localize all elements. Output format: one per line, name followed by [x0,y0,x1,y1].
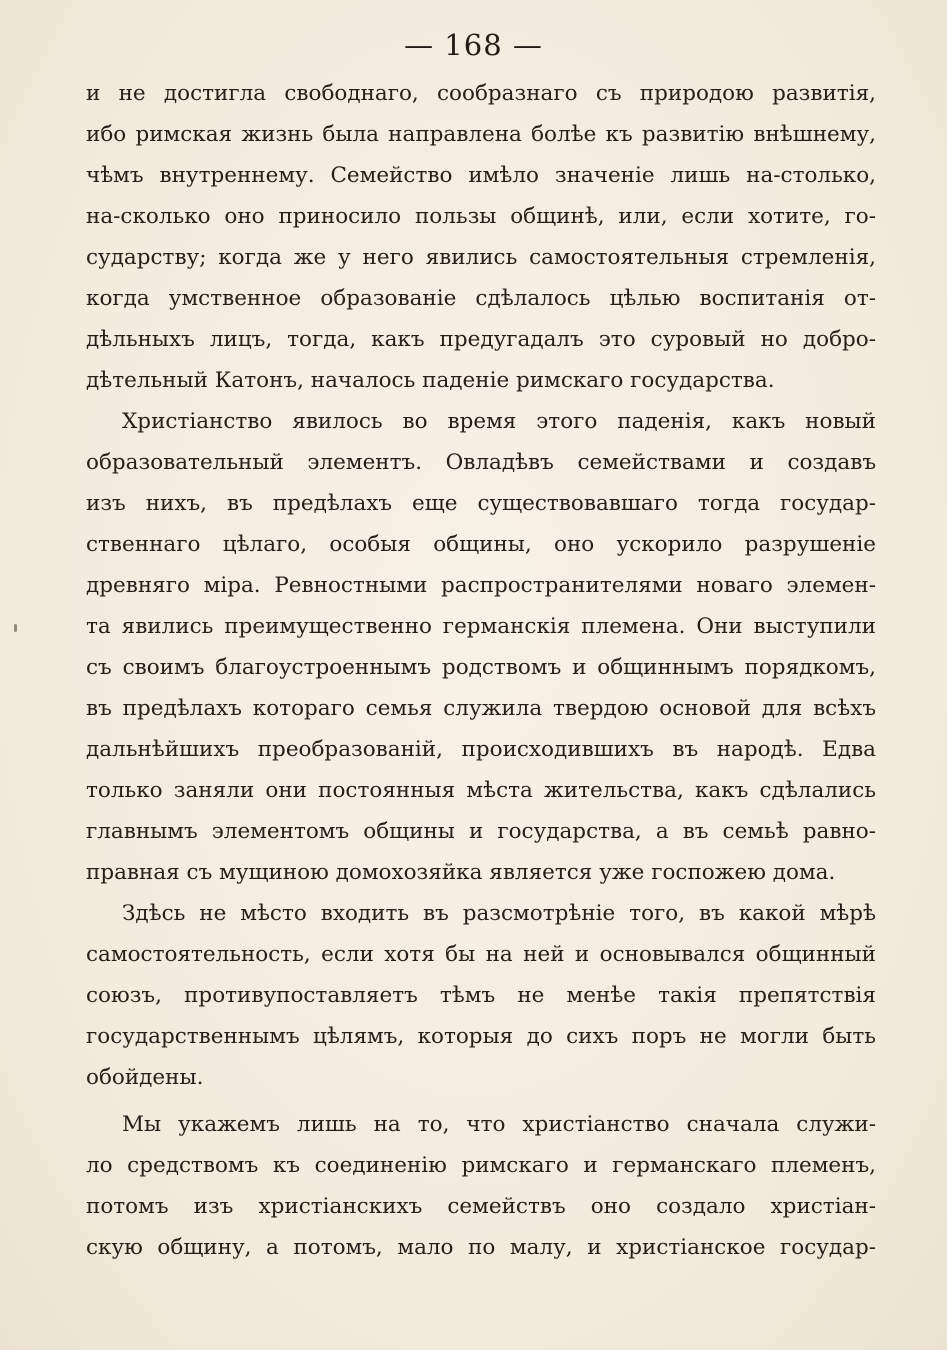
text-line: образовательный элементъ. Овладѣвъ семействами и создавъ [86,450,876,475]
paragraph-start-line: Здѣсь не мѣсто входить въ разсмотрѣніе того, въ какой мѣрѣ [122,901,876,926]
text-line: государственнымъ цѣлямъ, которыя до сихъ поръ не могли быть [86,1024,876,1049]
text-line: самостоятельность, если хотя бы на ней и основывался общинный [86,942,876,967]
text-line: главнымъ элементомъ общины и государства, а въ семьѣ равно- [86,819,876,844]
body-text [86,73,876,1268]
text-line: дальнѣйшихъ преобразованій, происходившихъ въ народѣ. Едва [86,737,876,762]
text-line: когда умственное образованіе сдѣлалось цѣлью воспитанія от- [86,286,876,311]
paragraph-start-line: Мы укажемъ лишь на то, что христіанство сначала служи- [122,1112,876,1137]
text-line: та явились преимущественно германскія племена. Они выступили [86,614,876,639]
text-line: дѣльныхъ лицъ, тогда, какъ предугадалъ это суровый но добро- [86,327,876,352]
text-line: скую общину, а потомъ, мало по малу, и христіанское государ- [86,1235,876,1260]
text-line: только заняли они постоянныя мѣста жительства, какъ сдѣлались [86,778,876,803]
paragraph-start-line: Христіанство явилось во время этого паденія, какъ новый [122,409,876,434]
text-line: сударству; когда же у него явились самостоятельныя стремленія, [86,245,876,270]
text-line: въ предѣлахъ котораго семья служила твердою основой для всѣхъ [86,696,876,721]
text-line: на-сколько оно приносило пользы общинѣ, или, если хотите, го- [86,204,876,229]
text-line: ло средствомъ къ соединенію римскаго и германскаго племенъ, [86,1153,876,1178]
text-line: правная съ мущиною домохозяйка является уже госпожею дома. [86,860,836,885]
text-line: чѣмъ внутреннему. Семейство имѣло значеніе лишь на-столько, [86,163,876,188]
text-line: обойдены. [86,1065,204,1090]
text-line: съ своимъ благоустроеннымъ родствомъ и общиннымъ порядкомъ, [86,655,876,680]
text-line: и не достигла свободнаго, сообразнаго съ природою развитія, [86,81,876,106]
paper-speck [14,624,17,632]
page-number: — 168 — [404,28,543,62]
text-line: ственнаго цѣлаго, особыя общины, оно ускорило разрушеніе [86,532,876,557]
text-line: изъ нихъ, въ предѣлахъ еще существовавшаго тогда государ- [86,491,876,516]
text-line: ибо римская жизнь была направлена болѣе къ развитію внѣшнему, [86,122,876,147]
text-line: древняго міра. Ревностными распространителями новаго элемен- [86,573,876,598]
text-line: дѣтельный Катонъ, началось паденіе римскаго государства. [86,368,775,393]
text-line: потомъ изъ христіанскихъ семействъ оно создало христіан- [86,1194,876,1219]
text-line: союзъ, противупоставляетъ тѣмъ не менѣе такія препятствія [86,983,876,1008]
